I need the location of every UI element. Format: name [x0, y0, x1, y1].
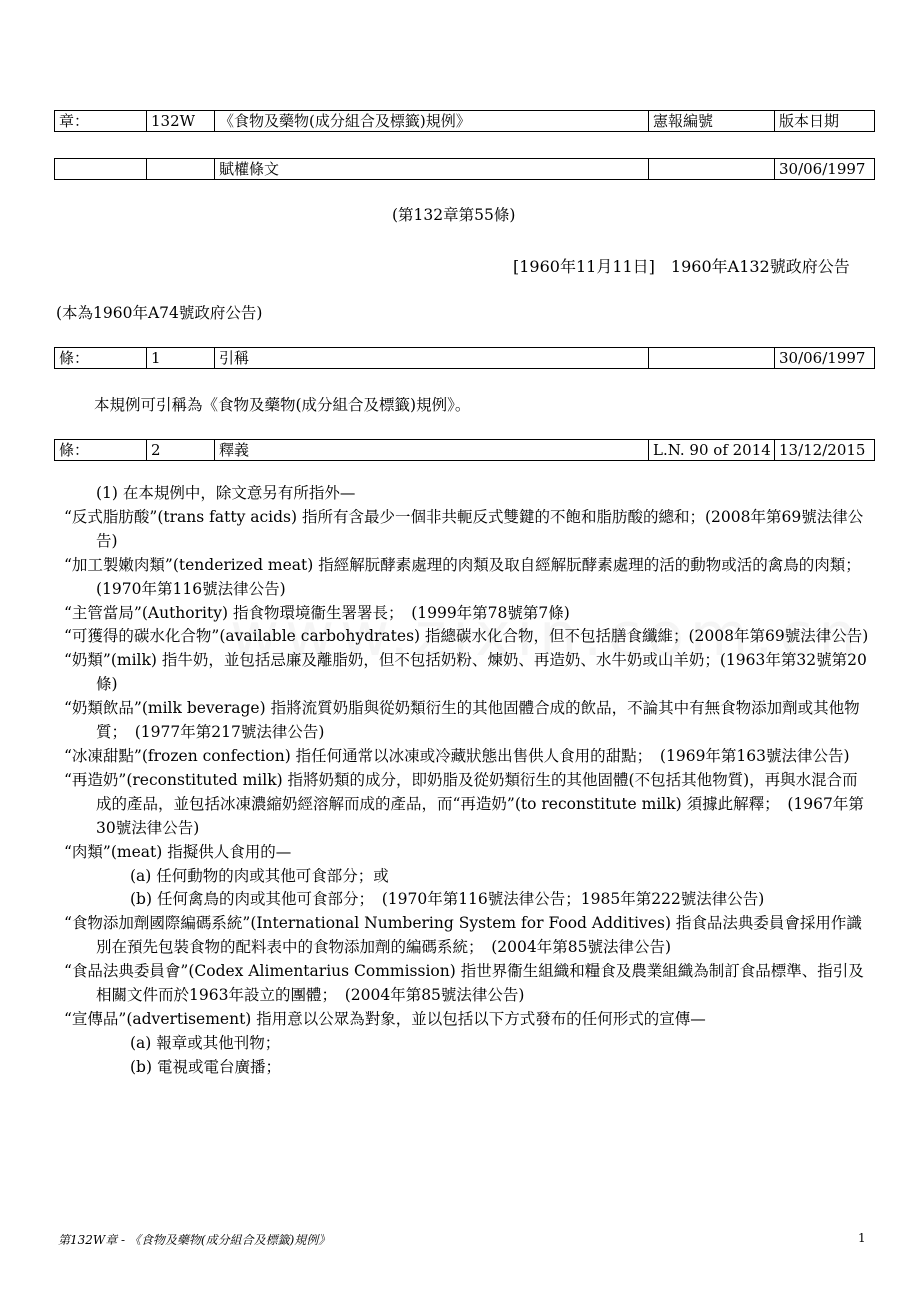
empty-cell	[55, 159, 147, 180]
definition-item: “奶類”(milk) 指牛奶，並包括忌廉及離脂奶，但不包括奶粉、煉奶、再造奶、水牛奶或山羊奶；(1963年第32號第20條)	[64, 651, 867, 694]
definition-item: “食物添加劑國際編碼系統”(International Numbering System for Food Additives) 指食品法典委員會採用作識別在預先包裝食物的配料表中的食物添加劑的編碼系統； (2004年第85號法律公告)	[64, 914, 862, 957]
section-label: 條：	[55, 348, 147, 369]
chapter-header-table	[54, 110, 875, 132]
list-item: (a) 報章或其他刊物；	[130, 1033, 281, 1052]
chapter-number: 132W	[147, 111, 215, 132]
definition-item: “食品法典委員會”(Codex Alimentarius Commission) 指世界衞生組織和糧食及農業組織為制訂食品標準、指引及相關文件而於1963年設立的團體； (2004年第85號法律公告)	[64, 962, 864, 1005]
definition-item: “反式脂肪酸”(trans fatty acids) 指所有含最少一個非共軛反式雙鍵的不飽和脂肪酸的總和；(2008年第69號法律公告)	[64, 507, 864, 550]
version-date: 30/06/1997	[775, 159, 875, 180]
citation-text: 本規例可引稱為《食物及藥物(成分組合及標籤)規例》。	[94, 396, 471, 414]
section-title: 釋義	[215, 440, 649, 461]
definition-item: “肉類”(meat) 指擬供人食用的—	[64, 842, 292, 861]
definition-item: “再造奶”(reconstituted milk) 指將奶類的成分，即奶脂及從奶類衍生的其他固體(不包括其他物質)，再與水混合而成的產品，並包括冰凍濃縮奶經溶解而成的產品，而“再造奶”(to reconstitute milk) 須據此解釋； (1967年第30號法律公告)	[64, 770, 864, 837]
section-title: 引稱	[215, 348, 649, 369]
section-number: 1	[147, 348, 215, 369]
definition-item: “主管當局”(Authority) 指食物環境衞生署署長； (1999年第78號第7條)	[64, 603, 570, 622]
definition-item: “冰凍甜點”(frozen confection) 指任何通常以冰凍或冷藏狀態出售供人食用的甜點； (1969年第163號法律公告)	[64, 746, 850, 765]
version-date: 13/12/2015	[775, 440, 875, 461]
subsection-intro: (1) 在本規例中，除文意另有所指外—	[96, 484, 356, 502]
interpretation-body	[64, 482, 869, 1080]
chapter-label: 章：	[55, 111, 147, 132]
definition-item: “加工製嫩肉類”(tenderized meat) 指經解朊酵素處理的肉類及取自經解朊酵素處理的活的動物或活的禽鳥的肉類； (1970年第116號法律公告)	[64, 555, 869, 598]
legal-notice-ref: L.N. 90 of 2014	[649, 440, 775, 461]
empty-cell	[649, 159, 775, 180]
section2-table	[54, 439, 875, 461]
version-date: 30/06/1997	[775, 348, 875, 369]
version-date-header: 版本日期	[775, 111, 875, 132]
list-item: (b) 電視或電台廣播；	[130, 1057, 281, 1076]
definition-item: “宣傳品”(advertisement) 指用意以公眾為對象，並以包括以下方式發布的任何形式的宣傳—	[64, 1009, 706, 1028]
footer-chapter-title: 第132W章 - 《食物及藥物(成分組合及標籤)規例》	[58, 1233, 331, 1247]
chapter-title: 《食物及藥物(成分組合及標籤)規例》	[215, 111, 649, 132]
table-row	[55, 348, 875, 369]
gazette-date: [1960年11月11日] 1960年A132號政府公告	[513, 257, 850, 276]
authority-provision: (第132章第55條)	[392, 206, 516, 224]
table-row	[55, 159, 875, 180]
original-gazette-note: (本為1960年A74號政府公告)	[56, 304, 263, 322]
empty-cell	[649, 348, 775, 369]
enabling-provision-table	[54, 158, 875, 180]
definition-item: “可獲得的碳水化合物”(available carbohydrates) 指總碳水化合物，但不包括膳食纖維；(2008年第69號法律公告)	[64, 627, 869, 646]
enabling-provision-title: 賦權條文	[215, 159, 649, 180]
table-row	[55, 440, 875, 461]
empty-cell	[147, 159, 215, 180]
definition-item: “奶類飲品”(milk beverage) 指將流質奶脂與從奶類衍生的其他固體合成的飲品，不論其中有無食物添加劑或其他物質； (1977年第217號法律公告)	[64, 699, 860, 742]
page-number: 1	[858, 1231, 866, 1245]
table-row	[55, 111, 875, 132]
section-number: 2	[147, 440, 215, 461]
list-item: (a) 任何動物的肉或其他可食部分；或	[130, 866, 389, 885]
section-label: 條：	[55, 440, 147, 461]
gazette-number-header: 憲報編號	[649, 111, 775, 132]
section1-table	[54, 347, 875, 369]
list-item: (b) 任何禽鳥的肉或其他可食部分； (1970年第116號法律公告；1985年第222號法律公告)	[130, 890, 765, 909]
